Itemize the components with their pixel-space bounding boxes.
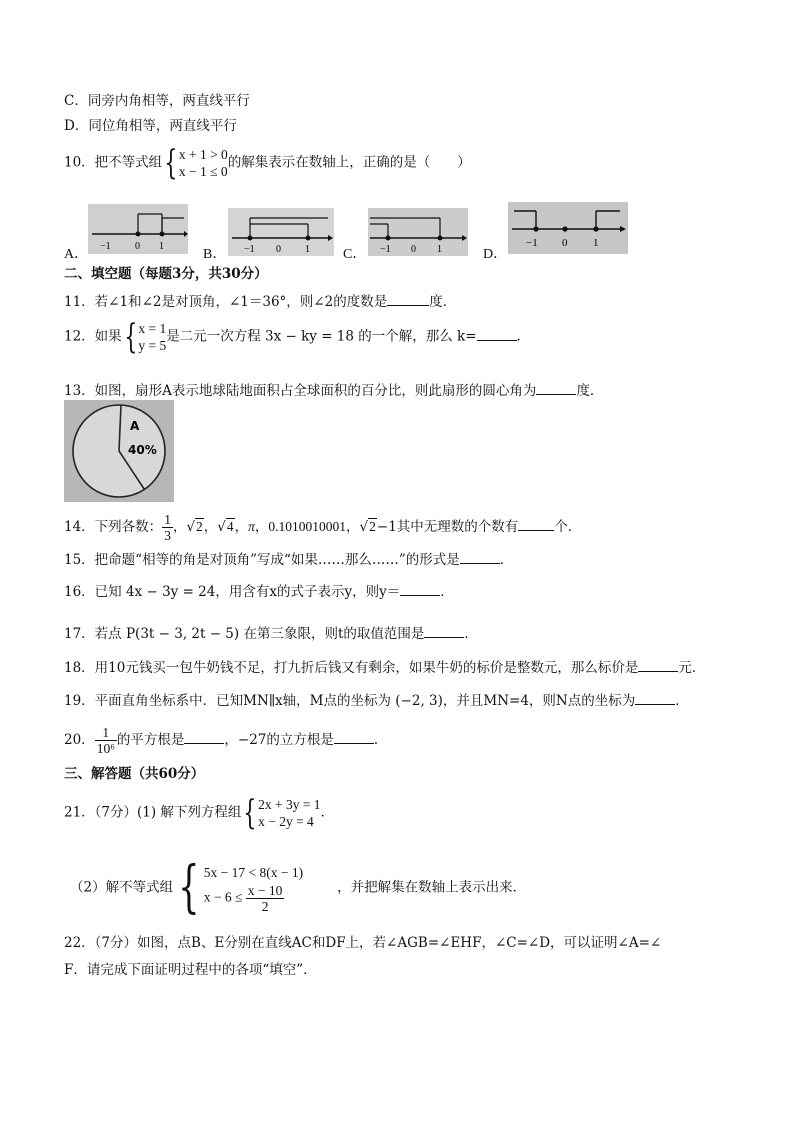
question-21-part2: （2）解不等式组{ 5x − 17 < 8(x − 1) x − 6 ≤ $\frac{x - 10}{2}$ ，并把解集在数轴上表示出来． bbox=[70, 855, 527, 920]
question-22-line1: 22．（7分）如图，点B、E分别在直线AC和DF上，若∠AGB=∠EHF，∠C=∠D，可以证明∠A=∠ bbox=[64, 935, 662, 951]
answer-blank[interactable] bbox=[518, 516, 554, 531]
section-2-heading: 二、填空题（每题3分，共30分） bbox=[64, 266, 268, 282]
svg-text:−1: −1 bbox=[244, 244, 255, 255]
answer-blank[interactable] bbox=[460, 549, 500, 564]
svg-text:−1: −1 bbox=[380, 244, 391, 255]
option-a-label[interactable]: A． bbox=[64, 247, 89, 262]
numberline-option-c[interactable] bbox=[368, 208, 468, 256]
question-20: 20． $\frac{1}{\text{10⁶}}$ 的平方根是 ，−27的立方根是 ． bbox=[64, 725, 388, 756]
answer-blank[interactable] bbox=[536, 380, 576, 395]
question-16: 16．已知 4x − 3y = 24，用含有x的式子表示y，则y＝ ． bbox=[64, 581, 454, 601]
svg-text:0: 0 bbox=[411, 244, 416, 255]
question-22-line2: F．请完成下面证明过程中的各项“填空”． bbox=[64, 962, 317, 978]
numberline-option-b[interactable] bbox=[228, 208, 334, 256]
option-d: D．同位角相等，两直线平行 bbox=[64, 118, 237, 134]
question-10: 10．把不等式组{ x + 1 > 0 x − 1 ≤ 0 的解集表示在数轴上，正确的是（ ） bbox=[64, 143, 471, 183]
answer-blank[interactable] bbox=[635, 690, 675, 705]
question-18: 18．用10元钱买一包牛奶钱不足，打九折后钱又有剩余，如果牛奶的标价是整数元，那么标价是 元． bbox=[64, 657, 705, 677]
svg-text:0: 0 bbox=[276, 244, 281, 255]
option-c: C．同旁内角相等，两直线平行 bbox=[64, 93, 250, 109]
pie-sector-percent: 40% bbox=[128, 443, 157, 457]
svg-text:1: 1 bbox=[305, 244, 310, 255]
question-15: 15．把命题“相等的角是对顶角”写成“如果……那么……”的形式是 ． bbox=[64, 549, 513, 569]
numberline-option-a[interactable] bbox=[88, 204, 188, 254]
answer-blank[interactable] bbox=[184, 729, 224, 744]
option-b-label[interactable]: B． bbox=[203, 247, 227, 262]
numberline-option-d[interactable] bbox=[508, 202, 628, 254]
svg-text:1: 1 bbox=[159, 241, 164, 252]
answer-blank[interactable] bbox=[334, 729, 374, 744]
answer-blank[interactable] bbox=[424, 623, 464, 638]
inequality-system: x + 1 > 0 x − 1 ≤ 0 bbox=[178, 147, 228, 179]
option-c-label[interactable]: C． bbox=[343, 247, 367, 262]
svg-text:1: 1 bbox=[593, 237, 599, 249]
question-21-part1: 21．（7分）(1) 解下列方程组{ 2x + 3y = 1 x − 2y = 4 ． bbox=[64, 793, 335, 833]
svg-text:0: 0 bbox=[135, 241, 140, 252]
pie-sector-label: A bbox=[130, 419, 140, 433]
svg-text:0: 0 bbox=[562, 237, 568, 249]
svg-text:1: 1 bbox=[437, 244, 442, 255]
pie-figure bbox=[64, 400, 174, 502]
answer-blank[interactable] bbox=[638, 657, 678, 672]
svg-text:−1: −1 bbox=[526, 237, 538, 249]
answer-blank[interactable] bbox=[477, 326, 517, 341]
question-17: 17．若点 P(3t − 3, 2t − 5) 在第三象限，则t的取值范围是 ． bbox=[64, 623, 478, 643]
svg-text:−1: −1 bbox=[100, 241, 111, 252]
answer-blank[interactable] bbox=[400, 581, 440, 596]
section-3-heading: 三、解答题（共60分） bbox=[64, 766, 205, 782]
question-14: 14．下列各数： $\frac{1}{3}$ ，√2，√4，π，0.1010010001，√2−1其中无理数的个数有 个． bbox=[64, 512, 582, 543]
question-13: 13．如图，扇形A表示地球陆地面积占全球面积的百分比，则此扇形的圆心角为 度． bbox=[64, 380, 603, 400]
option-d-label[interactable]: D． bbox=[483, 247, 508, 262]
answer-blank[interactable] bbox=[387, 291, 429, 306]
question-19: 19．平面直角坐标系中．已知MN∥x轴，M点的坐标为 (−2, 3)，并且MN=4，则N点的坐标为 ． bbox=[64, 690, 689, 710]
question-11: 11．若∠1和∠2是对顶角，∠1＝36°，则∠2的度数是 度． bbox=[64, 291, 456, 311]
question-12: 12．如果{ x = 1 y = 5 是二元一次方程 3x − ky = 18 的一个解，那么 k= ． bbox=[64, 317, 531, 357]
